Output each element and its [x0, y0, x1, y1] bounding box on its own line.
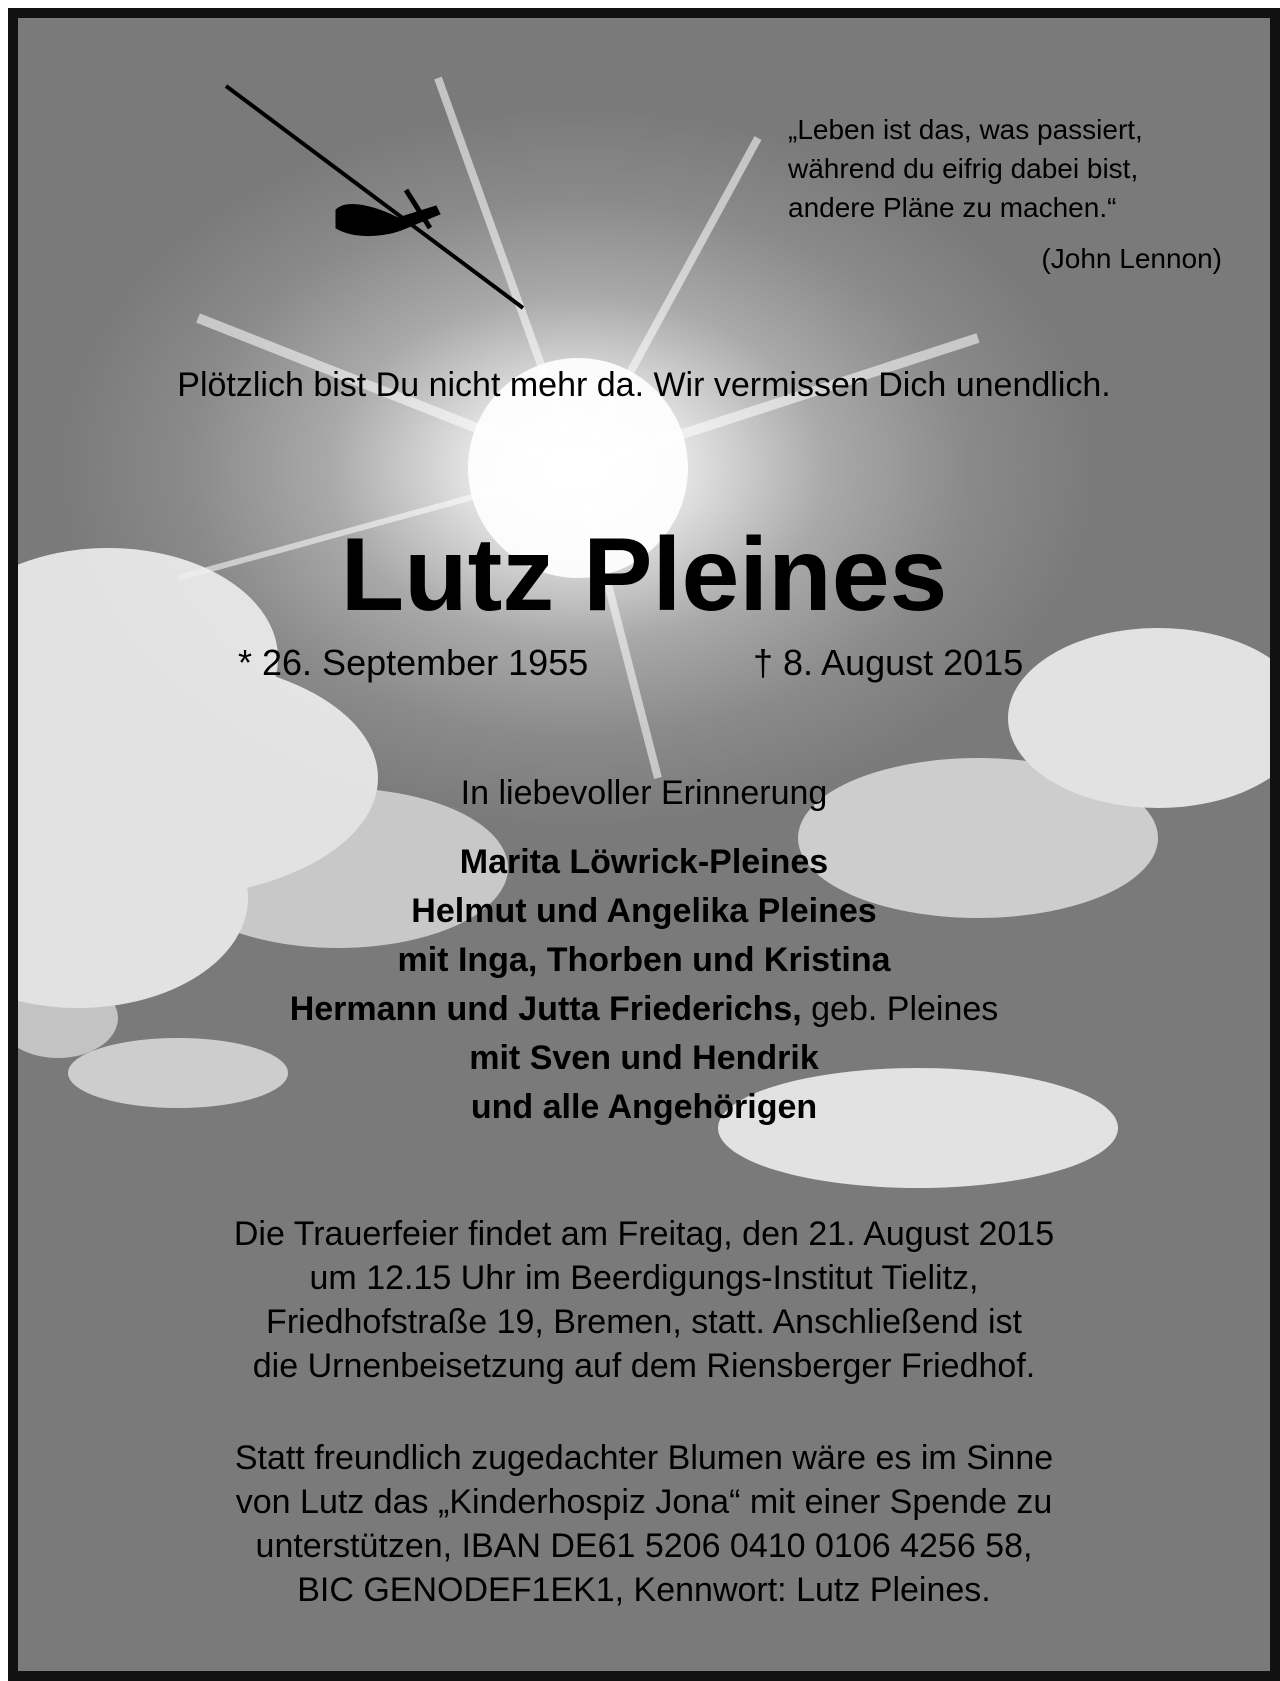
quote-author: (John Lennon) — [1041, 243, 1222, 274]
mourners-list — [18, 838, 1270, 1132]
donation-line: Statt freundlich zugedachter Blumen wäre es im Sinne — [234, 1439, 1054, 1477]
mourner-line: mit Inga, Thorben und Kristina — [397, 941, 891, 979]
ceremony-line: Friedhofstraße 19, Bremen, statt. Anschließend ist — [266, 1303, 1022, 1341]
ceremony-line: um 12.15 Uhr im Beerdigungs-Institut Tielitz, — [309, 1259, 979, 1297]
ceremony-paragraph — [18, 1212, 1270, 1388]
obituary-card — [8, 8, 1280, 1681]
quote-line: „Leben ist das, was passiert, — [788, 114, 1143, 145]
ceremony-line: die Urnenbeisetzung auf dem Riensberger Friedhof. — [252, 1347, 1036, 1385]
deceased-name: Lutz Pleines — [340, 517, 948, 633]
mourner-line: mit Sven und Hendrik — [469, 1039, 819, 1077]
mourner-line — [18, 985, 1270, 1034]
intro-text: Plötzlich bist Du nicht mehr da. Wir vermissen Dich unendlich. — [177, 366, 1111, 404]
ceremony-line: Die Trauerfeier findet am Freitag, den 21. August 2015 — [233, 1215, 1055, 1253]
donation-line: von Lutz das „Kinderhospiz Jona“ mit einer Spende zu — [235, 1483, 1053, 1521]
birth-date: * 26. September 1955 — [238, 642, 589, 683]
mourner-line: und alle Angehörigen — [470, 1088, 818, 1126]
donation-line: BIC GENODEF1EK1, Kennwort: Lutz Pleines. — [297, 1571, 991, 1609]
mourner-note: geb. Pleines — [801, 990, 999, 1028]
donation-line: unterstützen, IBAN DE61 5206 0410 0106 4256 58, — [255, 1527, 1033, 1565]
mourner-line: Marita Löwrick-Pleines — [459, 843, 829, 881]
mourner-line: Helmut und Angelika Pleines — [411, 892, 877, 930]
quote-line: andere Pläne zu machen.“ — [788, 192, 1117, 223]
memory-heading: In liebevoller Erinnerung — [460, 774, 828, 812]
death-date: † 8. August 2015 — [753, 642, 1024, 683]
donation-paragraph — [18, 1436, 1270, 1612]
mourner-name: Hermann und Jutta Friederichs, — [289, 990, 802, 1028]
quote-line: während du eifrig dabei bist, — [788, 153, 1139, 184]
quote — [788, 110, 1228, 227]
